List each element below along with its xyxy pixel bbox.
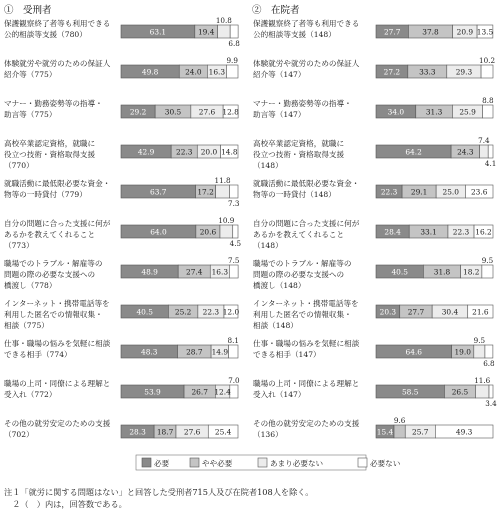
data-label: 10.8 — [215, 16, 232, 25]
category-label: 紹介等（147） — [253, 70, 306, 79]
category-label: 職場の上司・同僚による理解と — [4, 379, 111, 388]
category-label: マナー・勤務姿勢等の指導・ — [253, 99, 352, 108]
category-label: 就職活動に最低限必要な資金・ — [4, 179, 111, 188]
legend-label: 必要 — [154, 459, 170, 468]
category-label: 問題の際の必要な支援への — [4, 270, 96, 279]
category-label: 保護観察終了者等も利用できる — [253, 19, 360, 28]
data-label: 9.5 — [481, 256, 494, 265]
data-label: 27.6 — [183, 427, 201, 437]
bar-row — [253, 256, 494, 290]
bar-row — [253, 218, 493, 250]
category-label: 問題の際の必要な支援への — [253, 270, 345, 279]
data-label: 18.2 — [463, 267, 480, 277]
bar-row — [4, 56, 238, 79]
category-label: 相談（148） — [253, 321, 298, 330]
data-label: 7.5 — [228, 256, 240, 265]
category-label: 受入れ（147） — [253, 390, 306, 399]
data-label: 64.6 — [405, 347, 423, 357]
data-label: 53.9 — [144, 387, 161, 397]
data-label: 63.7 — [150, 187, 167, 197]
panel-title-inmates: ① 受刑者 — [4, 5, 52, 16]
data-label: 40.5 — [391, 267, 408, 277]
data-label: 11.6 — [474, 376, 491, 385]
bar-row — [4, 418, 238, 439]
bar-segment — [229, 345, 238, 358]
data-label: 16.2 — [475, 227, 492, 237]
data-label: 3.4 — [485, 399, 497, 408]
data-label: 27.4 — [186, 267, 203, 277]
data-label: 27.7 — [407, 307, 425, 317]
data-label: 25.2 — [174, 307, 192, 317]
bar-row — [4, 216, 242, 250]
category-label: （148） — [253, 241, 283, 250]
bar-segment — [230, 25, 238, 38]
category-label: 体験就労や就労のための保証人 — [253, 59, 360, 68]
category-label: 保護観察終了者等も利用できる — [4, 19, 111, 28]
data-label: 21.6 — [472, 307, 489, 317]
bar-row — [253, 96, 494, 119]
category-label: できる相手（147） — [253, 350, 321, 359]
bar-segment — [220, 225, 233, 238]
bar-segment — [226, 65, 238, 78]
data-label: 40.5 — [136, 307, 153, 317]
bar-segment — [474, 345, 485, 358]
data-label: 16.3 — [211, 267, 229, 277]
bar-row — [4, 176, 240, 208]
category-label: 就職活動に最低限必要な資金・ — [253, 179, 360, 188]
category-label: （770） — [4, 161, 34, 170]
category-label: （136） — [253, 430, 283, 439]
data-label: 10.2 — [479, 56, 496, 65]
category-label: あるかを教えてくれること — [4, 230, 96, 239]
bar-row — [4, 376, 240, 399]
data-label: 25.7 — [412, 427, 429, 437]
category-label: できる相手（774） — [4, 350, 72, 359]
category-label: 橋渡し（148） — [253, 281, 306, 290]
data-label: 22.3 — [202, 307, 220, 317]
note-2: ２（ ）内は，回答数である。 — [4, 499, 127, 509]
bar-segment — [218, 25, 231, 38]
legend-swatch — [258, 458, 267, 467]
data-label: 6.8 — [483, 359, 495, 368]
data-label: 7.4 — [478, 136, 490, 145]
note-1: 注１「就労に関する問題はない」と回答した受刑者715人及び在院者108人を除く。 — [4, 487, 314, 497]
bar-row — [253, 18, 494, 39]
category-label: その他の就労安定のための支援 — [253, 419, 360, 428]
category-label: 助言等（775） — [4, 110, 57, 119]
bar-segment — [483, 105, 493, 118]
data-label: 48.3 — [141, 347, 158, 357]
category-label: 仕事・職場の悩みを気軽に相談 — [253, 339, 360, 348]
category-label: その他の就労安定のための支援 — [4, 419, 111, 428]
data-label: 8.1 — [227, 336, 239, 345]
data-label: 63.1 — [149, 27, 167, 37]
bar-segment — [233, 225, 238, 238]
data-label: 49.3 — [455, 427, 473, 437]
data-label: 13.5 — [476, 27, 494, 37]
data-label: 22.3 — [452, 227, 470, 237]
data-label: 64.0 — [150, 227, 167, 237]
data-label: 9.6 — [393, 416, 406, 425]
data-label: 12.4 — [214, 387, 231, 397]
data-label: 22.3 — [380, 187, 398, 197]
data-label: 31.3 — [425, 107, 443, 117]
data-label: 30.4 — [441, 307, 459, 317]
category-label: 職場でのトラブル・解雇等の — [4, 259, 103, 268]
data-label: 33.1 — [420, 227, 437, 237]
bar-row — [4, 336, 239, 359]
data-label: 4.1 — [484, 159, 497, 168]
data-label: 25.0 — [442, 187, 459, 197]
bar-row — [4, 16, 240, 48]
data-label: 48.9 — [141, 267, 158, 277]
data-label: 20.0 — [200, 147, 218, 157]
category-label: 相談（775） — [4, 321, 49, 330]
bar-segment — [485, 345, 493, 358]
legend-label: 必要ない — [370, 459, 401, 468]
category-label: 利用した匿名での情報収集・ — [4, 310, 103, 319]
category-label: 自分の問題に合った支援に何が — [253, 219, 360, 228]
data-label: 27.2 — [383, 67, 401, 77]
bar-segment — [482, 265, 493, 278]
data-label: 27.6 — [198, 107, 216, 117]
data-label: 24.3 — [457, 147, 474, 157]
data-label: 19.4 — [197, 27, 215, 37]
bar-segment — [489, 385, 493, 398]
data-label: 19.0 — [454, 347, 471, 357]
data-label: 25.4 — [214, 427, 232, 437]
bar-segment — [488, 145, 493, 158]
data-label: 16.3 — [208, 67, 226, 77]
category-label: 受入れ（772） — [4, 390, 57, 399]
category-label: 橋渡し（778） — [4, 281, 57, 290]
bar-row — [4, 98, 239, 119]
bar-row — [4, 138, 238, 170]
category-label: 自分の問題に合った支援に何が — [4, 219, 111, 228]
data-label: 27.7 — [383, 27, 401, 37]
data-label: 18.7 — [156, 427, 174, 437]
category-label: （702） — [4, 430, 34, 439]
bar-segment — [230, 385, 238, 398]
data-label: 6.8 — [228, 39, 240, 48]
category-label: 役立つ技術・資格取得支援 — [253, 150, 345, 159]
bar-row — [253, 376, 497, 408]
category-label: （148） — [253, 161, 283, 170]
data-label: 10.9 — [218, 216, 235, 225]
data-label: 9.5 — [473, 336, 486, 345]
category-label: インターネット・携帯電話等を — [253, 299, 359, 308]
category-label: 利用した匿名での情報収集・ — [253, 310, 352, 319]
category-label: 役立つ技術・資格取得支援 — [4, 150, 96, 159]
category-label: 紹介等（775） — [4, 70, 57, 79]
bar-row — [253, 416, 493, 439]
bar-segment — [229, 185, 238, 198]
category-label: 公的相談等支援（780） — [4, 30, 87, 39]
bar-row — [253, 336, 495, 368]
category-label: 物等の一時貸付（779） — [4, 190, 87, 199]
data-label: 14.8 — [221, 147, 238, 157]
category-label: 高校卒業認定資格，就職に — [253, 139, 345, 148]
category-label: インターネット・携帯電話等を — [4, 299, 110, 308]
bar-segment — [229, 265, 238, 278]
category-label: （773） — [4, 241, 34, 250]
data-label: 15.4 — [376, 427, 394, 437]
category-label: 助言等（147） — [253, 110, 306, 119]
data-label: 33.3 — [419, 67, 436, 77]
bar-segment — [481, 65, 493, 78]
legend-swatch — [142, 458, 151, 467]
data-label: 29.3 — [455, 67, 473, 77]
data-label: 20.3 — [379, 307, 397, 317]
data-label: 28.7 — [186, 347, 203, 357]
data-label: 20.9 — [456, 27, 474, 37]
data-label: 20.6 — [199, 227, 217, 237]
category-label: マナー・勤務姿勢等の指導・ — [4, 99, 103, 108]
category-label: あるかを教えてくれること — [253, 230, 345, 239]
data-label: 26.5 — [451, 387, 469, 397]
data-label: 11.8 — [214, 176, 231, 185]
data-label: 34.0 — [387, 107, 405, 117]
data-label: 37.8 — [422, 27, 439, 37]
legend — [136, 455, 400, 470]
data-label: 58.5 — [401, 387, 419, 397]
category-label: 公的相談等支援（148） — [253, 30, 336, 39]
data-label: 12.0 — [222, 307, 240, 317]
data-label: 7.3 — [228, 199, 240, 208]
data-label: 7.0 — [228, 376, 240, 385]
legend-swatch — [358, 458, 367, 467]
data-label: 42.9 — [137, 147, 155, 157]
chart-inmates — [4, 16, 242, 439]
category-label: 仕事・職場の悩みを気軽に相談 — [4, 339, 111, 348]
legend-label: あまり必要ない — [270, 459, 324, 468]
legend-label: やや必要 — [202, 459, 233, 468]
category-label: 物等の一時貸付（148） — [253, 190, 336, 199]
data-label: 17.2 — [197, 187, 214, 197]
bar-segment — [480, 145, 489, 158]
data-label: 14.9 — [211, 347, 229, 357]
bar-row — [253, 136, 496, 170]
data-label: 23.6 — [470, 187, 488, 197]
legend-swatch — [190, 458, 199, 467]
data-label: 29.1 — [410, 187, 428, 197]
data-label: 64.2 — [405, 147, 422, 157]
data-label: 31.8 — [433, 267, 451, 277]
category-label: 高校卒業認定資格，就職に — [4, 139, 96, 148]
data-label: 26.7 — [191, 387, 208, 397]
data-label: 24.0 — [185, 67, 202, 77]
bar-row — [253, 298, 493, 330]
data-label: 28.3 — [129, 427, 146, 437]
data-label: 30.5 — [164, 107, 182, 117]
data-label: 8.8 — [482, 96, 494, 105]
panel-title-juveniles: ② 在院者 — [252, 5, 300, 16]
category-label: 職場の上司・同僚による理解と — [253, 379, 360, 388]
data-label: 25.9 — [459, 107, 476, 117]
data-label: 4.5 — [229, 239, 242, 248]
data-label: 9.9 — [226, 56, 238, 65]
data-label: 49.8 — [141, 67, 159, 77]
category-label: 体験就労や就労のための保証人 — [4, 59, 111, 68]
data-label: 22.3 — [176, 147, 193, 157]
data-label: 12.8 — [222, 107, 239, 117]
bar-segment — [475, 385, 489, 398]
bar-segment — [216, 185, 230, 198]
legend-box — [136, 455, 366, 470]
chart-juveniles — [253, 18, 497, 439]
data-label: 29.2 — [129, 107, 147, 117]
bar-segment — [394, 425, 405, 438]
bar-row — [4, 298, 239, 330]
bar-row — [253, 178, 493, 199]
bar-row — [253, 56, 495, 79]
bar-row — [4, 256, 240, 290]
category-label: 職場でのトラブル・解雇等の — [253, 259, 352, 268]
data-label: 28.4 — [384, 227, 401, 237]
